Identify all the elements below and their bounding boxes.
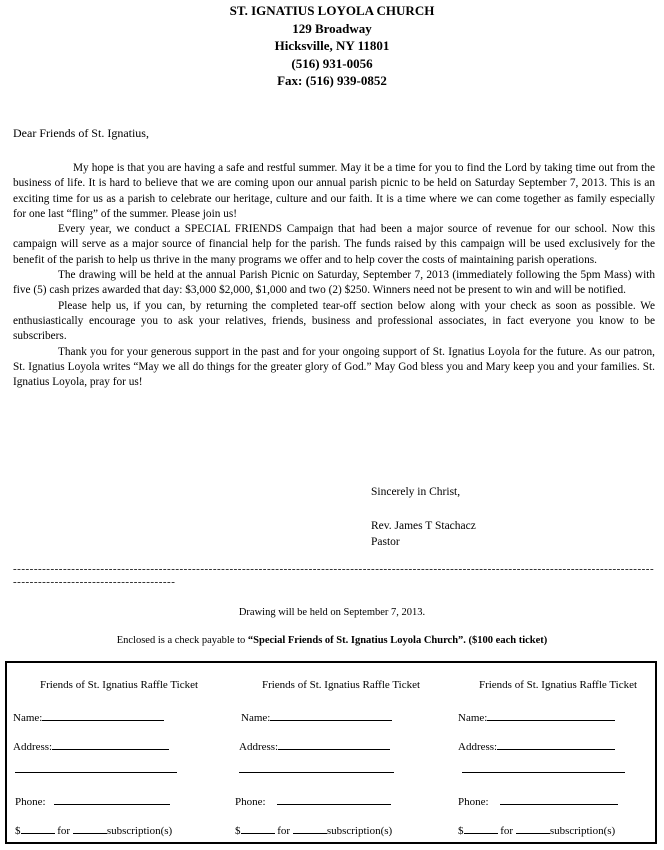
- ticket-title: Friends of St. Ignatius Raffle Ticket: [261, 679, 421, 691]
- closing: Sincerely in Christ,: [371, 486, 461, 498]
- phone-field[interactable]: [235, 793, 391, 808]
- raffle-ticket: [456, 663, 664, 842]
- paragraph: The drawing will be held at the annual Parish Picnic on Saturday, September 7, 2013 (immediately following the 5pm Mass) with five (5) cash prizes awarded that day: $3,000 $2,000, $1,000 and two (2) $250. Winners need not be present to win and will be notified.: [13, 269, 655, 297]
- phone-label: Phone:: [458, 796, 489, 808]
- paragraph: Please help us, if you can, by returning the completed tear-off section below along with your check as soon as possible. We enthusiastically encourage you to ask your relatives, friends, business and professional associates, in fact everyone you know to be subscribers.: [13, 299, 655, 343]
- count-line[interactable]: [293, 822, 327, 834]
- for-label: for: [500, 825, 514, 837]
- amount-line[interactable]: [21, 822, 55, 834]
- name-label: Name:: [241, 712, 271, 724]
- check-note-prefix: Enclosed is a check payable to: [116, 635, 248, 646]
- phone-label: Phone:: [15, 796, 46, 808]
- address-line[interactable]: [497, 738, 615, 750]
- name-field[interactable]: [13, 709, 164, 724]
- tear-off-line: -------------------------------------------------------------------------------------------------------------------------------------------------------------------------------------------------: [13, 563, 655, 588]
- ticket-title: Friends of St. Ignatius Raffle Ticket: [39, 679, 199, 691]
- church-street: 129 Broadway: [292, 20, 372, 36]
- church-city: Hicksville, NY 11801: [274, 38, 390, 53]
- address-line-2[interactable]: [15, 761, 177, 776]
- church-name: ST. IGNATIUS LOYOLA CHURCH: [229, 3, 435, 18]
- address-line-2[interactable]: [462, 761, 625, 776]
- subscription-field[interactable]: [15, 822, 172, 837]
- address-line[interactable]: [278, 738, 390, 750]
- phone-label: Phone:: [235, 796, 266, 808]
- letter-body: [13, 161, 655, 390]
- signer-name: Rev. James T Stachacz: [371, 520, 476, 532]
- phone-line[interactable]: [500, 793, 618, 805]
- check-note: [0, 635, 664, 646]
- paragraph: Every year, we conduct a SPECIAL FRIENDS Campaign that had been a major source of revenue for our school. Now this campaign will serve as a major source of financial help for the parish. The funds raised by this campaign will be used exclusively for the benefit of the parish to help us thrive in the many programs we offer and to help cover the costs of maintaining parish operations.: [13, 223, 655, 266]
- name-label: Name:: [13, 712, 43, 724]
- raffle-ticket: [233, 663, 448, 842]
- subscription-label: subscription(s): [549, 825, 616, 837]
- letterhead: [0, 2, 664, 90]
- address-label: Address:: [239, 741, 279, 753]
- drawing-note: Drawing will be held on September 7, 2013.: [238, 607, 426, 618]
- address-label: Address:: [13, 741, 53, 753]
- phone-line[interactable]: [277, 793, 391, 805]
- check-payee: “Special Friends of St. Ignatius Loyola Church”. ($100 each ticket): [247, 635, 548, 646]
- raffle-ticket: [13, 663, 228, 842]
- address-field[interactable]: [13, 738, 169, 753]
- phone-field[interactable]: [15, 793, 170, 808]
- subscription-label: subscription(s): [106, 825, 173, 837]
- church-fax: Fax: (516) 939-0852: [277, 73, 387, 88]
- raffle-ticket-section: [5, 661, 657, 844]
- for-label: for: [57, 825, 71, 837]
- address-line-2[interactable]: [239, 761, 394, 776]
- name-line[interactable]: [42, 709, 164, 721]
- count-line[interactable]: [73, 822, 107, 834]
- paragraph: My hope is that you are having a safe and restful summer. May it be a time for you to find the Lord by taking time out from the business of life. It is hard to believe that we are coming upon our annual parish picnic to be held on Saturday September 7, 2013. This is an exciting time for us as a parish to celebrate our heritage, culture and our faith. It is a time where we can come together as family especially for one last “fling” of the summer. Please join us!: [13, 162, 655, 220]
- salutation: Dear Friends of St. Ignatius,: [13, 126, 149, 140]
- dollar-sign: $: [235, 825, 241, 837]
- amount-line[interactable]: [241, 822, 275, 834]
- for-label: for: [277, 825, 291, 837]
- church-phone: (516) 931-0056: [291, 55, 373, 71]
- amount-line[interactable]: [464, 822, 498, 834]
- address-line[interactable]: [52, 738, 169, 750]
- dollar-sign: $: [458, 825, 464, 837]
- name-label: Name:: [458, 712, 488, 724]
- name-line[interactable]: [487, 709, 615, 721]
- phone-line[interactable]: [54, 793, 170, 805]
- paragraph: Thank you for your generous support in the past and for your ongoing support of St. Ignatius Loyola for the future. As our patron, St. Ignatius Loyola writes “May we all do things for the greater glory of God.” May God bless you and Mary keep you and your families. St. Ignatius Loyola, pray for us!: [13, 345, 655, 389]
- address-line-extra[interactable]: [462, 761, 625, 773]
- ticket-title: Friends of St. Ignatius Raffle Ticket: [478, 679, 638, 691]
- phone-field[interactable]: [458, 793, 618, 808]
- dollar-sign: $: [15, 825, 21, 837]
- address-line-extra[interactable]: [239, 761, 394, 773]
- signer-title: Pastor: [371, 536, 400, 548]
- count-line[interactable]: [516, 822, 550, 834]
- address-field[interactable]: [239, 738, 390, 753]
- address-field[interactable]: [458, 738, 615, 753]
- subscription-field[interactable]: [235, 822, 392, 837]
- address-line-extra[interactable]: [15, 761, 177, 773]
- name-field[interactable]: [458, 709, 615, 724]
- name-line[interactable]: [270, 709, 392, 721]
- address-label: Address:: [458, 741, 498, 753]
- subscription-label: subscription(s): [326, 825, 393, 837]
- subscription-field[interactable]: [458, 822, 615, 837]
- name-field[interactable]: [241, 709, 392, 724]
